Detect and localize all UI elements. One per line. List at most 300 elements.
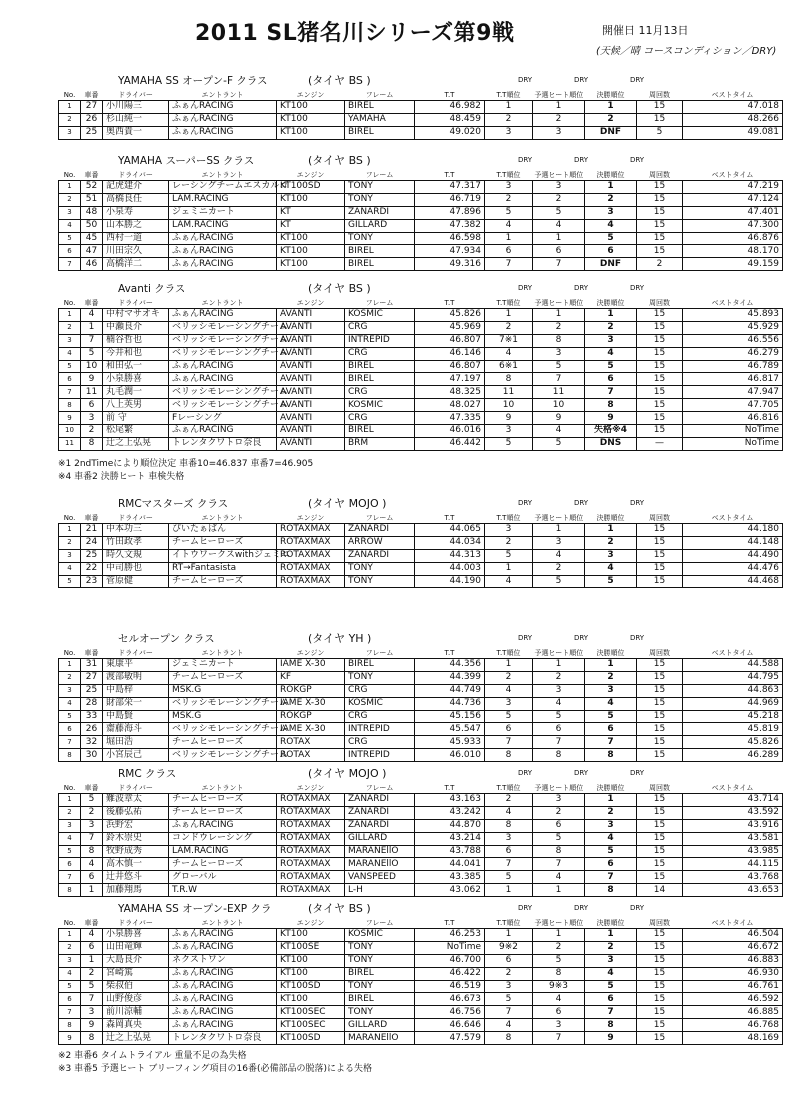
- column-header-heat-rank: 予選ヒート順位: [534, 783, 584, 792]
- car-no-cell: 26: [81, 723, 103, 736]
- footnote: ※1 2ndTimeにより順位決定 車番10=46.837 車番7=46.905: [58, 459, 314, 469]
- entrant-cell: ベリッシモレーシングチーム: [169, 334, 277, 347]
- tt-rank-cell: 1: [485, 659, 533, 672]
- engine-cell: KT100SD: [277, 1032, 345, 1045]
- tt-time-cell: 43.062: [415, 884, 485, 897]
- engine-cell: ROTAXMAX: [277, 871, 345, 884]
- column-header-row-no: No.: [59, 89, 81, 101]
- table-row: [59, 884, 783, 897]
- header-row: [59, 169, 783, 181]
- entrant-cell: レーシングチームエスカルゴ: [169, 181, 277, 194]
- tt-rank-cell: 3: [485, 181, 533, 194]
- class-section: [58, 152, 782, 271]
- column-header-tt-rank: T.T順位: [485, 647, 533, 659]
- frame-cell: BIREL: [345, 967, 415, 980]
- engine-cell: AVANTI: [277, 360, 345, 373]
- tt-time-cell: 46.598: [415, 232, 485, 245]
- tt-time-cell: 45.547: [415, 723, 485, 736]
- heat-rank-cell: 7: [533, 1032, 585, 1045]
- heat-rank-cell: 7: [533, 258, 585, 271]
- driver-cell: 和田弘一: [103, 360, 169, 373]
- frame-cell: VANSPEED: [345, 871, 415, 884]
- best-time-cell: 44.468: [683, 575, 783, 588]
- engine-cell: AVANTI: [277, 321, 345, 334]
- best-time-cell: 45.218: [683, 710, 783, 723]
- engine-cell: IAME X-30: [277, 723, 345, 736]
- tt-rank-cell: 4: [485, 347, 533, 360]
- laps-cell: 15: [637, 1019, 683, 1032]
- table-row: [59, 206, 783, 219]
- driver-cell: 小泉寿: [103, 206, 169, 219]
- frame-cell: INTREPID: [345, 723, 415, 736]
- table-row: [59, 845, 783, 858]
- laps-cell: 15: [637, 967, 683, 980]
- best-time-cell: 44.180: [683, 524, 783, 537]
- tt-rank-cell: 4: [485, 806, 533, 819]
- driver-cell: 森岡真央: [103, 1019, 169, 1032]
- car-no-cell: 25: [81, 549, 103, 562]
- class-header: [58, 280, 782, 297]
- row-no-cell: 4: [59, 697, 81, 710]
- class-section: [58, 630, 782, 762]
- table-row: [59, 941, 783, 954]
- engine-cell: KT100: [277, 993, 345, 1006]
- car-no-cell: 28: [81, 697, 103, 710]
- table-row: [59, 659, 783, 672]
- tt-time-cell: 44.003: [415, 562, 485, 575]
- car-no-cell: 25: [81, 126, 103, 139]
- entrant-cell: ふぁんRACING: [169, 941, 277, 954]
- table-row: [59, 258, 783, 271]
- laps-cell: 15: [637, 524, 683, 537]
- laps-cell: 15: [637, 710, 683, 723]
- laps-cell: 15: [637, 794, 683, 807]
- best-time-cell: 46.761: [683, 980, 783, 993]
- car-no-cell: 6: [81, 399, 103, 412]
- driver-cell: 丸毛潤一: [103, 386, 169, 399]
- engine-cell: AVANTI: [277, 334, 345, 347]
- column-header-engine: エンジン: [277, 169, 345, 181]
- tt-rank-cell: 5: [485, 710, 533, 723]
- frame-cell: INTREPID: [345, 749, 415, 762]
- driver-cell: 杉山純一: [103, 113, 169, 126]
- best-time-cell: 47.705: [683, 399, 783, 412]
- column-header-row-no: No.: [59, 297, 81, 309]
- heat-rank-cell: 10: [533, 399, 585, 412]
- column-header-heat-rank: 予選ヒート順位: [534, 513, 584, 522]
- car-no-cell: 3: [81, 1006, 103, 1019]
- laps-cell: 15: [637, 193, 683, 206]
- frame-cell: GILLARD: [345, 832, 415, 845]
- row-no-cell: 5: [59, 575, 81, 588]
- car-no-cell: 27: [81, 101, 103, 114]
- heat-rank-cell: 8: [533, 845, 585, 858]
- final-rank-cell: 2: [585, 113, 637, 126]
- class-section: [58, 495, 782, 588]
- row-no-cell: 11: [59, 437, 81, 450]
- tt-time-cell: 46.519: [415, 980, 485, 993]
- column-header-entrant: エントラント: [169, 89, 277, 101]
- tt-rank-cell: 2: [485, 671, 533, 684]
- car-no-cell: 45: [81, 232, 103, 245]
- tt-rank-cell: 2: [485, 193, 533, 206]
- row-no-cell: 3: [59, 334, 81, 347]
- driver-cell: 山野俊彦: [103, 993, 169, 1006]
- engine-cell: IAME X-30: [277, 697, 345, 710]
- engine-cell: KT100: [277, 232, 345, 245]
- driver-cell: 鈴木崇史: [103, 832, 169, 845]
- tt-rank-cell: 6: [485, 954, 533, 967]
- column-header-driver: ドライバー: [103, 512, 169, 524]
- column-header-row-no: No.: [59, 647, 81, 659]
- entrant-cell: ネクストワン: [169, 954, 277, 967]
- laps-cell: 15: [637, 309, 683, 322]
- heat-rank-cell: 4: [533, 697, 585, 710]
- column-header-tt-time: T.T: [415, 297, 485, 309]
- entrant-cell: ふぁんRACING: [169, 1006, 277, 1019]
- best-time-cell: 46.504: [683, 929, 783, 942]
- entrant-cell: ふぁんRACING: [169, 258, 277, 271]
- column-header-car-no: 車番: [81, 169, 103, 181]
- heat-rank-cell: 4: [533, 425, 585, 438]
- entrant-cell: ふぁんRACING: [169, 101, 277, 114]
- final-rank-cell: 4: [585, 697, 637, 710]
- column-header-driver: ドライバー: [103, 782, 169, 794]
- frame-cell: TONY: [345, 181, 415, 194]
- best-time-cell: 44.863: [683, 684, 783, 697]
- final-rank-cell: 5: [585, 232, 637, 245]
- column-header-frame: フレーム: [345, 89, 415, 101]
- entrant-cell: T.R.W: [169, 884, 277, 897]
- final-rank-cell: DNS: [585, 437, 637, 450]
- car-no-cell: 7: [81, 832, 103, 845]
- frame-cell: ZANARDI: [345, 819, 415, 832]
- best-time-cell: 44.969: [683, 697, 783, 710]
- tt-rank-cell: 9※2: [485, 941, 533, 954]
- entrant-cell: ベリッシモレーシングチーム: [169, 723, 277, 736]
- heat-rank-cell: 5: [533, 206, 585, 219]
- car-no-cell: 22: [81, 562, 103, 575]
- table-row: [59, 386, 783, 399]
- row-no-cell: 6: [59, 723, 81, 736]
- best-time-cell: 44.588: [683, 659, 783, 672]
- tt-time-cell: 46.016: [415, 425, 485, 438]
- engine-cell: KT: [277, 206, 345, 219]
- frame-cell: BIREL: [345, 258, 415, 271]
- heat-rank-cell: 2: [533, 193, 585, 206]
- table-row: [59, 360, 783, 373]
- tt-rank-cell: 8: [485, 373, 533, 386]
- column-header-tt-rank: T.T順位: [485, 917, 533, 929]
- entrant-cell: ふぁんRACING: [169, 819, 277, 832]
- heat-rank-cell: 4: [533, 871, 585, 884]
- frame-cell: BIREL: [345, 425, 415, 438]
- tt-time-cell: 44.399: [415, 671, 485, 684]
- engine-cell: ROTAXMAX: [277, 794, 345, 807]
- row-no-cell: 7: [59, 258, 81, 271]
- row-no-cell: 4: [59, 219, 81, 232]
- best-time-cell: 47.401: [683, 206, 783, 219]
- tt-rank-cell: 7: [485, 258, 533, 271]
- heat-rank-cell: 5: [533, 575, 585, 588]
- best-time-cell: 46.279: [683, 347, 783, 360]
- tt-rank-cell: 7: [485, 858, 533, 871]
- best-time-cell: 43.653: [683, 884, 783, 897]
- driver-cell: 中村マサオキ: [103, 309, 169, 322]
- car-no-cell: 1: [81, 954, 103, 967]
- heat-rank-cell: 3: [533, 794, 585, 807]
- class-header: [58, 900, 782, 917]
- tt-rank-cell: 4: [485, 219, 533, 232]
- laps-cell: 15: [637, 659, 683, 672]
- column-header-car-no: 車番: [81, 512, 103, 524]
- laps-cell: 15: [637, 425, 683, 438]
- best-time-cell: 44.795: [683, 671, 783, 684]
- tire-label: (タイヤ BS ): [308, 154, 371, 167]
- best-time-cell: 46.883: [683, 954, 783, 967]
- car-no-cell: 51: [81, 193, 103, 206]
- frame-cell: ZANARDI: [345, 806, 415, 819]
- engine-cell: KT100: [277, 954, 345, 967]
- car-no-cell: 1: [81, 321, 103, 334]
- entrant-cell: ふぁんRACING: [169, 126, 277, 139]
- best-time-cell: 45.826: [683, 736, 783, 749]
- final-rank-cell: 5: [585, 710, 637, 723]
- car-no-cell: 7: [81, 993, 103, 1006]
- driver-cell: 小泉勝喜: [103, 929, 169, 942]
- row-no-cell: 4: [59, 967, 81, 980]
- row-no-cell: 1: [59, 794, 81, 807]
- laps-cell: 15: [637, 858, 683, 871]
- laps-cell: 15: [637, 723, 683, 736]
- final-rank-cell: 3: [585, 819, 637, 832]
- entrant-cell: ベリッシモレーシングチーム: [169, 386, 277, 399]
- heat-rank-cell: 5: [533, 360, 585, 373]
- row-no-cell: 7: [59, 871, 81, 884]
- tt-time-cell: 47.579: [415, 1032, 485, 1045]
- column-header-final-rank: 決勝順位: [585, 89, 637, 101]
- tt-rank-cell: 3: [485, 832, 533, 845]
- row-no-cell: 8: [59, 399, 81, 412]
- row-no-cell: 6: [59, 245, 81, 258]
- tt-time-cell: 46.756: [415, 1006, 485, 1019]
- final-rank-cell: 4: [585, 347, 637, 360]
- heat-rank-cell: 5: [533, 437, 585, 450]
- column-header-tt-time: T.T: [415, 782, 485, 794]
- table-row: [59, 347, 783, 360]
- class-header: [58, 495, 782, 512]
- engine-cell: AVANTI: [277, 399, 345, 412]
- column-header-tt-rank: T.T順位: [485, 89, 533, 101]
- dry-label: DRY: [630, 769, 645, 777]
- row-no-cell: 2: [59, 536, 81, 549]
- tt-rank-cell: 3: [485, 697, 533, 710]
- engine-cell: AVANTI: [277, 309, 345, 322]
- final-rank-cell: 3: [585, 334, 637, 347]
- frame-cell: KOSMIC: [345, 697, 415, 710]
- frame-cell: TONY: [345, 954, 415, 967]
- frame-cell: INTREPID: [345, 334, 415, 347]
- tt-time-cell: 46.646: [415, 1019, 485, 1032]
- best-time-cell: 46.672: [683, 941, 783, 954]
- dry-label: DRY: [630, 76, 645, 84]
- tt-time-cell: 47.335: [415, 412, 485, 425]
- frame-cell: CRG: [345, 386, 415, 399]
- best-time-cell: 43.768: [683, 871, 783, 884]
- table-row: [59, 425, 783, 438]
- column-header-frame: フレーム: [345, 782, 415, 794]
- class-section: [58, 72, 782, 140]
- frame-cell: TONY: [345, 941, 415, 954]
- car-no-cell: 9: [81, 1019, 103, 1032]
- row-no-cell: 8: [59, 1019, 81, 1032]
- heat-rank-cell: 11: [533, 386, 585, 399]
- tire-label: (タイヤ MOJO ): [308, 497, 387, 510]
- class-section: [58, 765, 782, 897]
- tt-rank-cell: 7: [485, 736, 533, 749]
- final-rank-cell: 8: [585, 399, 637, 412]
- final-rank-cell: 2: [585, 321, 637, 334]
- driver-cell: 辻井悠斗: [103, 871, 169, 884]
- tt-rank-cell: 5: [485, 437, 533, 450]
- dry-label: DRY: [630, 156, 645, 164]
- column-header-car-no: 車番: [81, 89, 103, 101]
- tire-label: (タイヤ BS ): [308, 74, 371, 87]
- heat-rank-cell: 1: [533, 659, 585, 672]
- laps-cell: 15: [637, 749, 683, 762]
- tt-time-cell: 46.700: [415, 954, 485, 967]
- dry-label: DRY: [574, 499, 589, 507]
- best-time-cell: 46.930: [683, 967, 783, 980]
- dry-label: DRY: [518, 634, 533, 642]
- frame-cell: ARROW: [345, 536, 415, 549]
- heat-rank-cell: 1: [533, 309, 585, 322]
- tt-time-cell: 47.382: [415, 219, 485, 232]
- final-rank-cell: 7: [585, 1006, 637, 1019]
- tt-time-cell: 47.934: [415, 245, 485, 258]
- column-header-tt-time: T.T: [415, 169, 485, 181]
- results-table: [58, 647, 783, 762]
- table-row: [59, 980, 783, 993]
- dry-label: DRY: [574, 634, 589, 642]
- column-header-tt-time: T.T: [415, 917, 485, 929]
- final-rank-cell: 3: [585, 684, 637, 697]
- driver-cell: 中島賢: [103, 710, 169, 723]
- best-time-cell: 44.115: [683, 858, 783, 871]
- tt-rank-cell: 8: [485, 1032, 533, 1045]
- column-header-row-no: No.: [59, 169, 81, 181]
- entrant-cell: ふぁんRACING: [169, 232, 277, 245]
- driver-cell: 川田宗久: [103, 245, 169, 258]
- tt-rank-cell: 6: [485, 845, 533, 858]
- tt-time-cell: 46.010: [415, 749, 485, 762]
- driver-cell: 高橋良任: [103, 193, 169, 206]
- column-header-engine: エンジン: [277, 917, 345, 929]
- final-rank-cell: 1: [585, 309, 637, 322]
- entrant-cell: トレンタクワトロ奈良: [169, 1032, 277, 1045]
- best-time-cell: 47.947: [683, 386, 783, 399]
- driver-cell: 堀田浩: [103, 736, 169, 749]
- table-row: [59, 562, 783, 575]
- laps-cell: 15: [637, 113, 683, 126]
- heat-rank-cell: 9: [533, 412, 585, 425]
- table-row: [59, 858, 783, 871]
- car-no-cell: 10: [81, 360, 103, 373]
- table-row: [59, 819, 783, 832]
- column-header-best-time: ベストタイム: [683, 297, 783, 309]
- tt-rank-cell: 2: [485, 794, 533, 807]
- final-rank-cell: DNF: [585, 126, 637, 139]
- entrant-cell: ふぁんRACING: [169, 425, 277, 438]
- car-no-cell: 52: [81, 181, 103, 194]
- table-row: [59, 806, 783, 819]
- heat-rank-cell: 4: [533, 219, 585, 232]
- column-header-final-rank: 決勝順位: [585, 512, 637, 524]
- engine-cell: KT100: [277, 126, 345, 139]
- driver-cell: 加藤翔馬: [103, 884, 169, 897]
- final-rank-cell: 4: [585, 562, 637, 575]
- engine-cell: KT100: [277, 245, 345, 258]
- column-header-heat-rank: 予選ヒート順位: [534, 918, 584, 927]
- best-time-cell: 44.148: [683, 536, 783, 549]
- table-row: [59, 749, 783, 762]
- header-row: [59, 297, 783, 309]
- engine-cell: KT100: [277, 929, 345, 942]
- heat-rank-cell: 8: [533, 967, 585, 980]
- final-rank-cell: 8: [585, 1019, 637, 1032]
- car-no-cell: 2: [81, 425, 103, 438]
- best-time-cell: NoTime: [683, 437, 783, 450]
- heat-rank-cell: 8: [533, 749, 585, 762]
- entrant-cell: LAM.RACING: [169, 845, 277, 858]
- tt-rank-cell: 1: [485, 232, 533, 245]
- car-no-cell: 48: [81, 206, 103, 219]
- tt-rank-cell: 9: [485, 412, 533, 425]
- entrant-cell: グローバル: [169, 871, 277, 884]
- tt-time-cell: 44.356: [415, 659, 485, 672]
- column-header-car-no: 車番: [81, 297, 103, 309]
- column-header-row-no: No.: [59, 917, 81, 929]
- dry-label: DRY: [518, 769, 533, 777]
- column-header-best-time: ベストタイム: [683, 89, 783, 101]
- table-row: [59, 1032, 783, 1045]
- entrant-cell: ふぁんRACING: [169, 993, 277, 1006]
- laps-cell: 15: [637, 206, 683, 219]
- car-no-cell: 30: [81, 749, 103, 762]
- driver-cell: 財部栄一: [103, 697, 169, 710]
- engine-cell: KT100: [277, 113, 345, 126]
- frame-cell: YAMAHA: [345, 113, 415, 126]
- row-no-cell: 1: [59, 309, 81, 322]
- dry-label: DRY: [630, 499, 645, 507]
- column-header-frame: フレーム: [345, 297, 415, 309]
- tt-time-cell: 46.807: [415, 360, 485, 373]
- column-header-driver: ドライバー: [103, 89, 169, 101]
- dry-label: DRY: [518, 904, 533, 912]
- best-time-cell: 43.916: [683, 819, 783, 832]
- car-no-cell: 5: [81, 794, 103, 807]
- heat-rank-cell: 3: [533, 1019, 585, 1032]
- table-row: [59, 437, 783, 450]
- results-table: [58, 297, 783, 451]
- tt-rank-cell: 1: [485, 101, 533, 114]
- heat-rank-cell: 8: [533, 334, 585, 347]
- tt-time-cell: 43.788: [415, 845, 485, 858]
- best-time-cell: 46.876: [683, 232, 783, 245]
- footnote: ※2 車番6 タイムトライアル 重量不足の為失格: [58, 1051, 247, 1061]
- row-no-cell: 4: [59, 832, 81, 845]
- best-time-cell: 46.817: [683, 373, 783, 386]
